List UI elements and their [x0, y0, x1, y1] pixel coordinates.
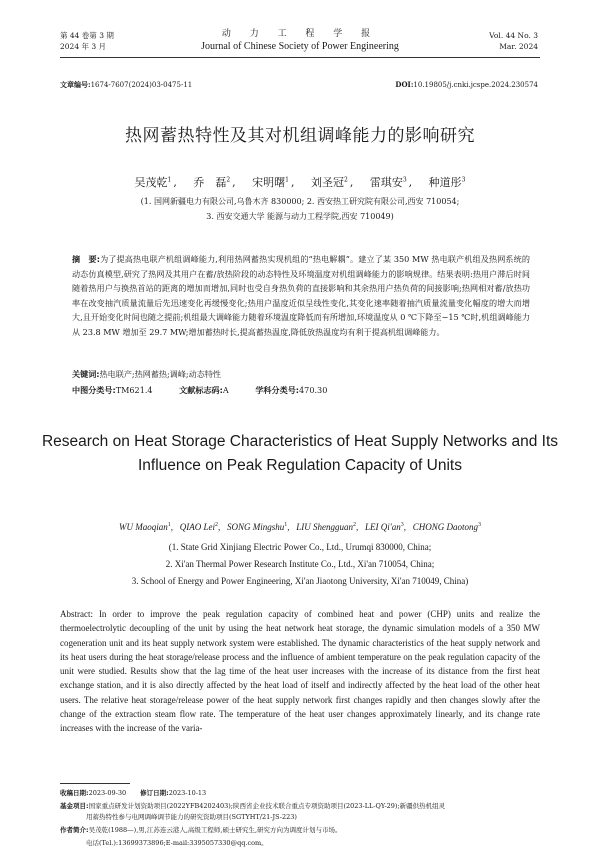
keywords-cn-label: 关键词:: [72, 369, 100, 379]
date-cn: 2024 年 3 月: [60, 42, 107, 51]
author-cn: 刘圣冠$^2$: [311, 176, 348, 189]
affiliation-en-line: 3. School of Energy and Power Engineering, Xi'an Jiaotong University, Xi'an 710049, China): [131, 576, 469, 586]
subject-code: 学科分类号:470.30: [255, 385, 328, 395]
abstract-en: [60, 607, 540, 736]
author-cn: 吴茂乾$^1$: [134, 176, 172, 189]
date-en: Mar. 2024: [499, 42, 538, 51]
journal-name-en: Journal of Chinese Society of Power Engineering: [201, 41, 399, 52]
article-number: [60, 80, 192, 90]
classification-row: [72, 385, 532, 396]
header-rule: [60, 57, 540, 58]
affiliation-cn-line: (1. 国网新疆电力有限公司,乌鲁木齐 830000; 2. 西安热工研究院有限公司,西安 710054;: [140, 197, 460, 206]
abstract-cn-text: 为了提高热电联产机组调峰能力,利用热网蓄热实现机组的“热电解耦”。建立了某 350 MW 热电联产机组及热网系统的动态仿真模型,研究了热网及其用户在蓄/放热阶段的动态特性及环境温度对机组调峰能力的影响规律。结果表明:热用户滞后时间随着热用户与换热首站的距离的增加而增加,同时也受自身热负荷的直接影响和其余热用户热负荷的间接影响;热网相对蓄/放热功率在改变抽汽质量流量后先迅速变化再缓慢变化;热用户温度近似呈线性变化,其变化速率随着抽汽质量流量变化幅度的增大而增大,且开始变化时间也随之提前;机组最大调峰能力随着环境温度降低而有所增加,环境温度从 0 ℃下降至−15 ℃时,机组调峰能力从 23.8 MW 增加至 29.7 MW;增加蓄热时长,提高蓄热温度,降低放热温度均有利于提高机组调峰能力。: [72, 254, 530, 337]
article-number-label: 文章编号:: [60, 80, 91, 89]
running-header-center: [150, 28, 450, 53]
author-en: LEI $Qi'an^3$: [365, 522, 404, 532]
clc-number: 中图分类号:TM621.4: [72, 385, 153, 395]
affiliation-en-line: (1. State Grid Xinjiang Electric Power Co., Ltd., Urumqi 830000, China;: [168, 542, 432, 552]
author-cn: 乔 磊$^2$: [193, 176, 231, 189]
doi: [395, 80, 538, 89]
affiliation-cn-line: 3. 西安交通大学 能源与动力工程学院,西安 710049): [206, 212, 394, 221]
abstract-cn: [72, 252, 530, 339]
doi-value: 10.19805/j.cnki.jcspe.2024.230574: [413, 81, 538, 89]
author-en: LIU Shengguan$^2$: [296, 522, 357, 532]
running-header-right: [489, 30, 538, 52]
doi-label: DOI:: [395, 80, 414, 89]
author-cn: 宋明曙$^1$: [252, 176, 289, 189]
footnote-fund-cont: 用蓄热特性参与电网调峰调节能力的研究资助项目(SGTYHT/21-JS-223): [86, 813, 297, 821]
footnote-rule: [60, 783, 130, 784]
title-cn: 热网蓄热特性及其对机组调峰能力的影响研究: [125, 126, 475, 146]
footnote-author: 作者简介:吴茂乾(1988—),男,江苏连云港人,高级工程师,硕士研究生,研究方向为调度计划与市场。: [60, 826, 342, 834]
abstract-en-text: In order to improve the peak regulation capacity of combined heat and power (CHP) units and realize the thermoelectrolytic decoupling of the unit by using the heat network heat storage, the dynamic simulation models of a 350 MW cogeneration unit and its heat supply network system were established. The dynamic characteristics of the heat supply network and its heat users during the heat storage/release process and the influence of ambient temperature on the peak regulation capacity of the unit were studied. Results show that the lag time of the heat user increases with the increase of its distance from the first heat exchange station, and it is also directly affected by the heat load of itself and indirectly affected by the heat load of the other heat users. The relative heat storage/release power of the heat supply network first changes rapidly and then changes slowly after the change of the extraction steam flow rate. The temperature of the heat user changes approximately linearly, and its change rate increases with the increase of the varia-: [60, 609, 541, 734]
author-cn: 种道彤$^3$: [428, 176, 466, 189]
affiliation-en-line: 2. Xi'an Thermal Power Research Institute Co., Ltd., Xi'an 710054, China;: [165, 559, 435, 569]
footnote-fund: 基金项目:国家重点研发计划资助项目(2022YFB4202403);陕西省企业技术联合重点专项资助项目(2023-LL-QY-29);新疆供热机组灵: [60, 802, 446, 810]
volume-cn: 第 44 卷第 3 期: [60, 31, 114, 40]
author-en: CHONG Daotong$^3$: [412, 522, 481, 532]
author-cn: 雷琪安$^3$: [369, 176, 407, 189]
footnote-dates: 收稿日期:2023-09-30 修订日期:2023-10-13: [60, 789, 207, 797]
keywords-cn: [72, 369, 221, 380]
author-en: WU Maoqian$^1$: [119, 522, 171, 532]
journal-name-cn: 动 力 工 程 学 报: [221, 29, 379, 39]
keywords-cn-text: 热电联产;热网蓄热;调峰;动态特性: [99, 369, 222, 379]
footnote-contact: 电话(Tel.):13699373896;E-mail:3395057330@qq.com。: [86, 839, 268, 847]
authors-en: WU Maoqian$^1$, QIAO Lei$^2$, SONG Mingshu$^1$, LIU Shengguan$^2$, LEI $Qi'an^3$, CHONG Daotong$^3$: [119, 522, 481, 532]
authors-cn: 吴茂乾$^1$ , 乔 磊$^2$ , 宋明曙$^1$ , 刘圣冠$^2$ , 雷琪安$^3$ , 种道彤$^3$: [134, 176, 466, 189]
running-header-left: [60, 30, 114, 52]
abstract-en-label: Abstract:: [60, 609, 93, 619]
abstract-cn-label: 摘 要:: [72, 254, 100, 264]
volume-en: Vol. 44 No. 3: [489, 31, 538, 40]
title-en: Research on Heat Storage Characteristics of Heat Supply Networks and Its Influence on Peak Regulation Capacity of Units: [41, 433, 559, 474]
document-code: 文献标志码:A: [179, 385, 229, 395]
author-en: SONG Mingshu$^1$: [227, 522, 288, 532]
article-number-value: 1674-7607(2024)03-0475-11: [90, 81, 193, 89]
author-en: QIAO Lei$^2$: [179, 522, 219, 532]
